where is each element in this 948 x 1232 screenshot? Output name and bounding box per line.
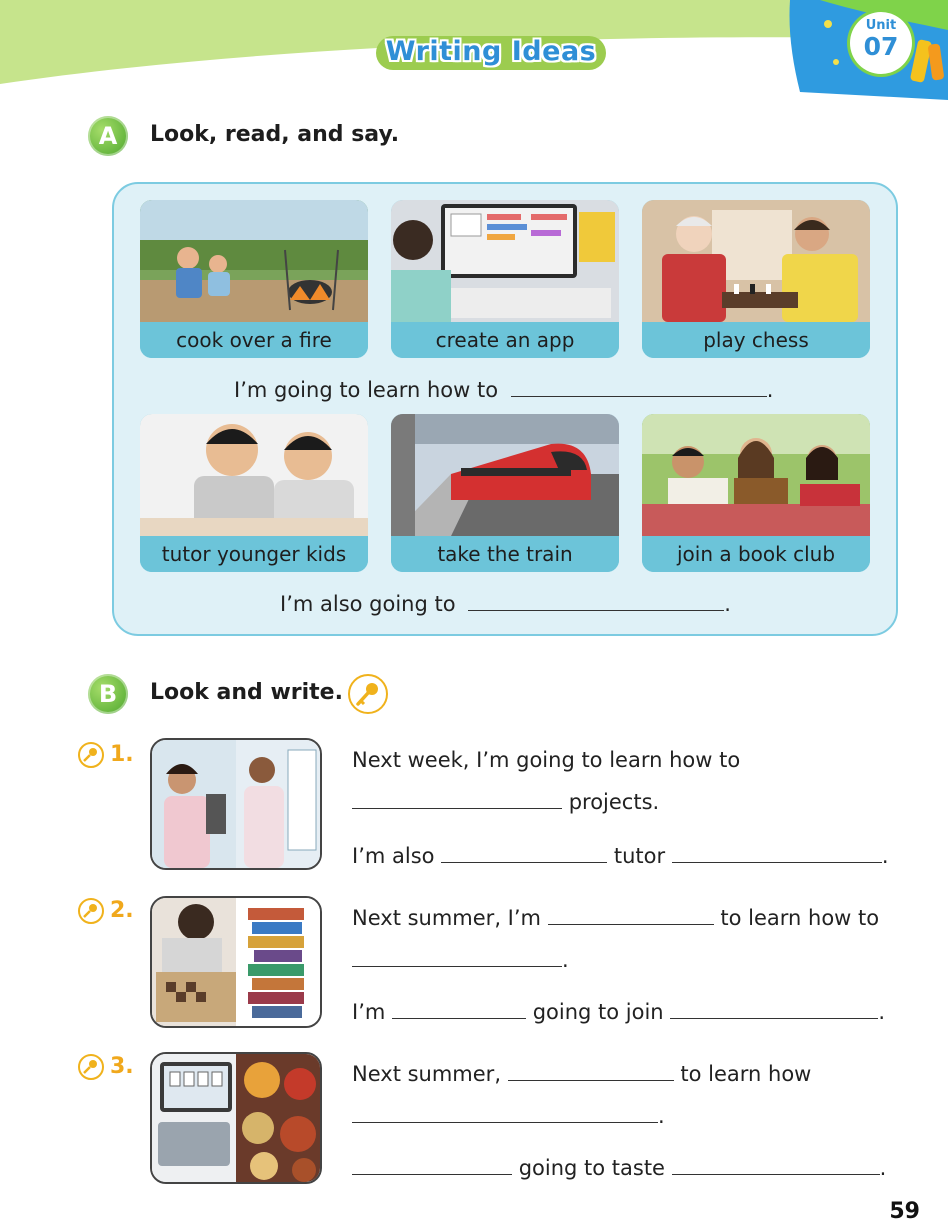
blank-line[interactable] [352, 1102, 658, 1123]
item-2-line-1-a: Next summer, I’m [352, 906, 541, 930]
item-3-period: . [879, 1156, 887, 1180]
unit-number: 07 [863, 32, 899, 61]
key-icon [350, 676, 386, 712]
sentence-1 [234, 376, 773, 404]
item-3-line-2 [352, 1102, 665, 1130]
sentence-1-text: I’m going to learn how to [234, 378, 499, 402]
sentence-2-period: . [724, 592, 731, 616]
sentence-2-text: I’m also going to [280, 592, 456, 616]
blank-line[interactable] [441, 842, 607, 863]
blank-line[interactable] [352, 1154, 512, 1175]
item-2-line-3-a: I’m [352, 1000, 386, 1024]
sentence-1-period: . [766, 378, 774, 402]
item-2-key-button[interactable] [78, 898, 104, 924]
item-3-line-1-a: Next summer, [352, 1062, 501, 1086]
card-take-the-train [391, 414, 619, 572]
blank-line[interactable] [352, 788, 562, 809]
card-label: take the train [391, 536, 619, 572]
card-tutor-younger-kids [140, 414, 368, 572]
unit-badge [850, 12, 912, 74]
card-join-a-book-club [642, 414, 870, 572]
card-label: create an app [391, 322, 619, 358]
item-2-line-2 [352, 946, 569, 974]
item-2-line-2-period: . [562, 948, 569, 972]
sentence-2 [280, 590, 731, 618]
section-b-badge: B [88, 674, 128, 714]
item-3-line-1 [352, 1060, 811, 1088]
item-2-number: 2. [110, 898, 134, 923]
item-2-period: . [878, 1000, 885, 1024]
answer-key-button[interactable] [348, 674, 388, 714]
item-2-line-3-b: going to join [532, 1000, 664, 1024]
card-play-chess [642, 200, 870, 358]
card-cook-over-a-fire [140, 200, 368, 358]
item-1-line-1: Next week, I’m going to learn how to [352, 748, 741, 772]
item-3-line-3-b: going to taste [518, 1156, 665, 1180]
page-title: Writing Ideas [385, 36, 597, 67]
item-1-line-2 [352, 788, 659, 816]
chess-and-books-photo-icon [152, 898, 320, 1026]
item-1-line-3 [352, 842, 889, 870]
card-label: play chess [642, 322, 870, 358]
coding-screen-photo-icon [391, 200, 619, 322]
item-2-line-3 [352, 998, 885, 1026]
unit-label: Unit [865, 18, 897, 33]
blank-line[interactable] [468, 590, 724, 611]
kids-reading-photo-icon [642, 414, 870, 536]
key-icon [80, 1056, 102, 1078]
card-label: tutor younger kids [140, 536, 368, 572]
item-3-line-3 [352, 1154, 886, 1182]
section-a-title: Look, read, and say. [150, 122, 400, 147]
item-3-line-1-b: to learn how [680, 1062, 812, 1086]
card-label: cook over a fire [140, 322, 368, 358]
item-1-line-3-a: I’m also [352, 844, 435, 868]
item-2-photo [150, 896, 322, 1028]
item-1-key-button[interactable] [78, 742, 104, 768]
science-class-photo-icon [152, 740, 320, 868]
boys-studying-photo-icon [140, 414, 368, 536]
campfire-photo-icon [140, 200, 368, 322]
page-number: 59 [889, 1199, 920, 1224]
blank-line[interactable] [672, 842, 882, 863]
item-1-period: . [881, 844, 889, 868]
item-3-photo [150, 1052, 322, 1184]
tablet-and-food-photo-icon [152, 1054, 320, 1182]
item-3-number: 3. [110, 1054, 134, 1079]
blank-line[interactable] [352, 946, 562, 967]
blank-line[interactable] [508, 1060, 674, 1081]
blank-line[interactable] [670, 998, 878, 1019]
card-label: join a book club [642, 536, 870, 572]
blank-line[interactable] [392, 998, 526, 1019]
item-1-line-3-b: tutor [613, 844, 666, 868]
item-3-key-button[interactable] [78, 1054, 104, 1080]
blank-line[interactable] [672, 1154, 880, 1175]
item-2-line-1-b: to learn how to [720, 906, 880, 930]
chess-players-photo-icon [642, 200, 870, 322]
item-1-number: 1. [110, 742, 134, 767]
card-create-an-app [391, 200, 619, 358]
section-b-title: Look and write. [150, 680, 343, 705]
section-a-badge: A [88, 116, 128, 156]
red-train-photo-icon [391, 414, 619, 536]
item-3-line-2-period: . [658, 1104, 665, 1128]
item-1-line-2-text: projects. [568, 790, 660, 814]
blank-line[interactable] [511, 376, 767, 397]
key-icon [80, 744, 102, 766]
key-icon [80, 900, 102, 922]
item-2-line-1 [352, 904, 879, 932]
blank-line[interactable] [548, 904, 714, 925]
item-1-photo [150, 738, 322, 870]
